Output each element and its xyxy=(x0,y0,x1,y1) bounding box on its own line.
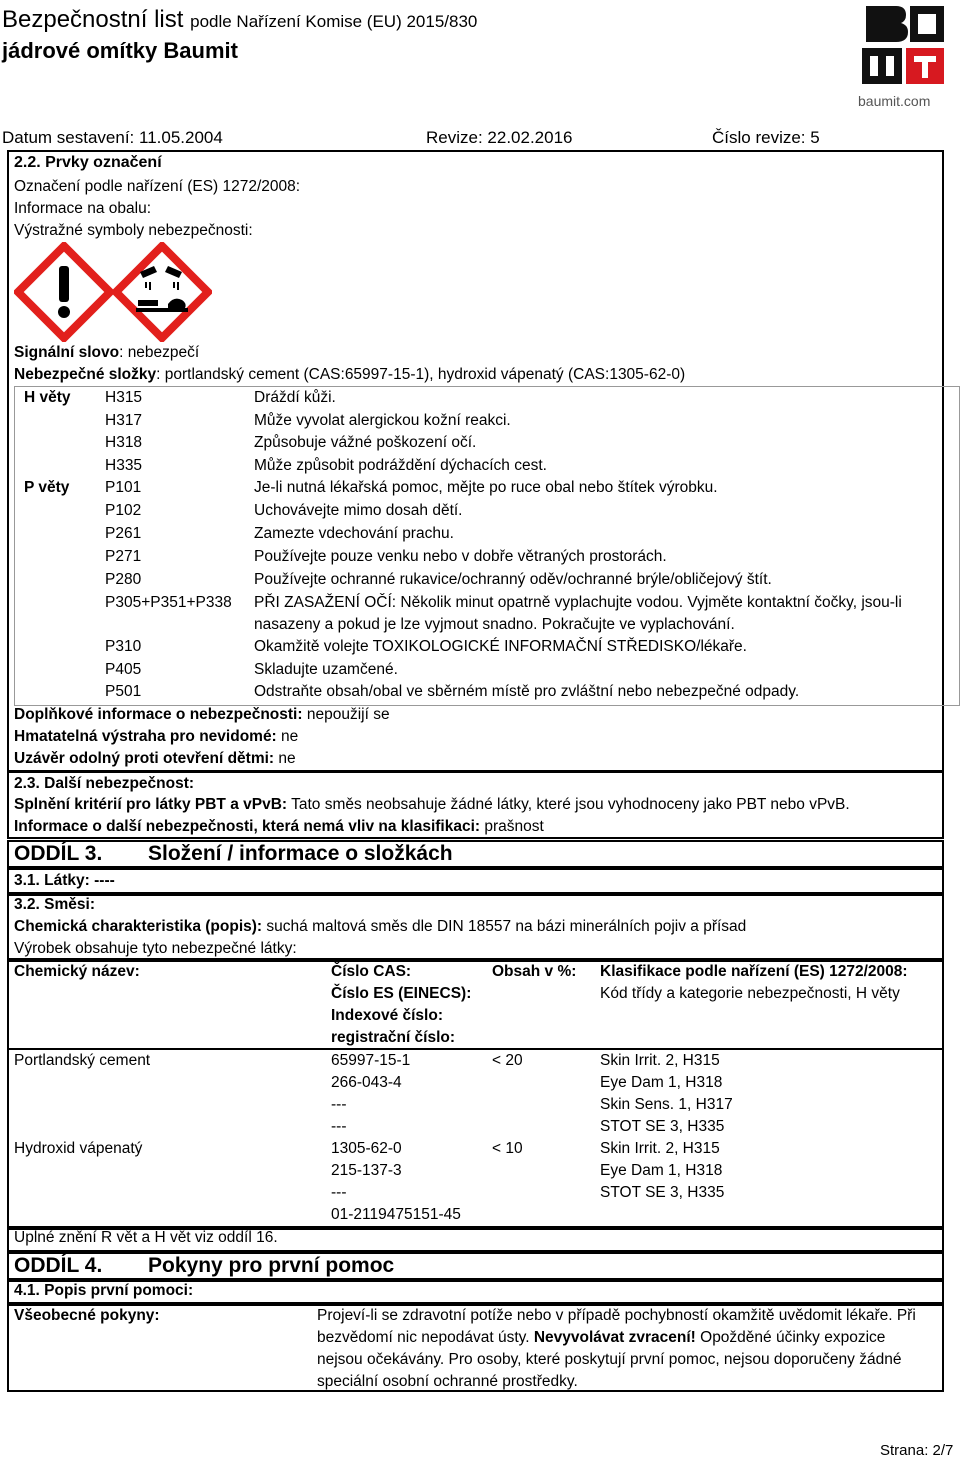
general-advice-line2a: bezvědomí nic nepodávat ústy. xyxy=(317,1329,534,1346)
p-phrase-text: Používejte pouze venku nebo v dobře větraných prostorách. xyxy=(254,548,667,565)
section-3-number: ODDÍL 3. xyxy=(14,842,103,865)
col-identifier-label: registrační číslo: xyxy=(331,1029,456,1046)
components-label: Nebezpečné složky xyxy=(14,366,157,383)
section-2-2-heading: 2.2. Prvky označení xyxy=(14,154,162,171)
p-phrase-code: P102 xyxy=(105,502,142,519)
substance-classification: Skin Irrit. 2, H315 xyxy=(600,1140,720,1157)
substance-identifier: 1305-62-0 xyxy=(331,1140,402,1157)
signal-word xyxy=(14,344,199,362)
child-closure-label: Uzávěr odolný proti otevření dětmi: xyxy=(14,750,275,767)
h-phrase-code: H317 xyxy=(105,412,143,429)
tactile-warning xyxy=(14,728,298,746)
corrosion-icon xyxy=(112,242,212,342)
p-phrase-code: P101 xyxy=(105,479,142,496)
chemical-characteristics xyxy=(14,918,746,936)
section-3-title: Složení / informace o složkách xyxy=(148,842,453,865)
substance-classification: STOT SE 3, H335 xyxy=(600,1118,725,1135)
p-phrase-code: P280 xyxy=(105,571,142,588)
p-phrase-text: Uchovávejte mimo dosah dětí. xyxy=(254,502,463,519)
creation-date: Datum sestavení: 11.05.2004 xyxy=(2,128,223,147)
p-phrase-code: P261 xyxy=(105,525,142,542)
col-classification: Klasifikace podle nařízení (ES) 1272/2008: xyxy=(600,963,908,980)
signal-word-label: Signální slovo xyxy=(14,344,120,361)
revision-date: Revize: 22.02.2016 xyxy=(426,128,573,147)
substance-identifier: 215-137-3 xyxy=(331,1162,402,1179)
packaging-info: Informace na obalu: xyxy=(14,200,152,217)
general-advice-line3: nejsou očekávány. Pro osoby, které poskytují první pomoc, nejsou doporučeny žádné xyxy=(317,1351,902,1368)
exclamation-icon xyxy=(14,242,114,342)
product-name: jádrové omítky Baumit xyxy=(2,38,238,63)
table-divider xyxy=(7,1048,944,1050)
substance-identifier: 65997-15-1 xyxy=(331,1052,411,1069)
p-phrase-code: P305+P351+P338 xyxy=(105,594,232,611)
pbt-value: Tato směs neobsahuje žádné látky, které jsou vyhodnoceny jako PBT nebo vPvB. xyxy=(287,796,850,813)
col-chemical-name: Chemický název: xyxy=(14,963,140,980)
extra-hazard-value: nepoužijí se xyxy=(302,706,390,723)
section-4-number: ODDÍL 4. xyxy=(14,1254,103,1277)
chemical-characteristics-value: suchá maltová směs dle DIN 18557 na bázi minerálních pojiv a přísad xyxy=(262,918,747,935)
substance-identifier: --- xyxy=(331,1184,347,1201)
h-phrase-text: Může způsobit podráždění dýchacích cest. xyxy=(254,457,547,474)
tactile-warning-value: ne xyxy=(276,728,299,745)
general-advice-line1: Projeví-li se zdravotní potíže nebo v případě pochybností okamžitě uvědomit lékaře. Při xyxy=(317,1307,916,1324)
p-phrase-code: P501 xyxy=(105,683,142,700)
hazard-symbols-label: Výstražné symboly nebezpečnosti: xyxy=(14,222,253,239)
page-number: Strana: 2/7 xyxy=(880,1442,954,1459)
p-phrase-text: Zamezte vdechování prachu. xyxy=(254,525,454,542)
general-advice-line2 xyxy=(317,1329,885,1347)
section-3-2: 3.2. Směsi: xyxy=(14,896,95,913)
col-identifier-label: Číslo ES (EINECS): xyxy=(331,985,472,1002)
substance-classification: Skin Irrit. 2, H315 xyxy=(600,1052,720,1069)
section-3-1-box xyxy=(7,868,944,894)
substance-content: < 10 xyxy=(492,1140,523,1157)
contains-hazardous: Výrobek obsahuje tyto nebezpečné látky: xyxy=(14,940,297,957)
col-classification-sub: Kód třídy a kategorie nebezpečnosti, H věty xyxy=(600,985,900,1002)
section-2-3-heading: 2.3. Další nebezpečnost: xyxy=(14,775,195,792)
h-phrase-text: Dráždí kůži. xyxy=(254,389,336,406)
section-3-1: 3.1. Látky: ---- xyxy=(14,872,115,889)
p-phrase-text-continued: nasazeny a pokud je lze vyjmout snadno. Pokračujte ve vyplachování. xyxy=(254,616,735,633)
title-main: Bezpečnostní list xyxy=(2,6,184,33)
substance-classification: Eye Dam 1, H318 xyxy=(600,1162,723,1179)
substance-name: Hydroxid vápenatý xyxy=(14,1140,143,1157)
h-phrase-code: H318 xyxy=(105,434,143,451)
p-phrase-text: PŘI ZASAŽENÍ OČÍ: Několik minut opatrně vyplachujte vodou. Vyjměte kontaktní čočky, jsou-li xyxy=(254,594,902,611)
general-advice-line4: speciální osobní ochranné prostředky. xyxy=(317,1373,578,1390)
section-4-title: Pokyny pro první pomoc xyxy=(148,1254,395,1277)
logo-url: baumit.com xyxy=(858,93,931,109)
h-phrases-label: H věty xyxy=(24,389,71,406)
document-title xyxy=(2,6,477,36)
general-advice-line2c: Opožděné účinky expozice xyxy=(695,1329,886,1346)
h-phrase-text: Způsobuje vážné poškození očí. xyxy=(254,434,477,451)
child-closure-value: ne xyxy=(274,750,296,767)
p-phrase-text: Používejte ochranné rukavice/ochranný oděv/ochranné brýle/obličejový štít. xyxy=(254,571,772,588)
chemical-characteristics-label: Chemická charakteristika (popis): xyxy=(14,918,263,935)
general-advice-label: Všeobecné pokyny: xyxy=(14,1307,160,1324)
substance-identifier: --- xyxy=(331,1096,347,1113)
substance-identifier: 266-043-4 xyxy=(331,1074,402,1091)
substance-name: Portlandský cement xyxy=(14,1052,151,1069)
substance-classification: Skin Sens. 1, H317 xyxy=(600,1096,733,1113)
p-phrase-code: P405 xyxy=(105,661,142,678)
substance-identifier: --- xyxy=(331,1118,347,1135)
substance-classification: Eye Dam 1, H318 xyxy=(600,1074,723,1091)
pbt-label: Splnění kritérií pro látky PBT a vPvB: xyxy=(14,796,288,813)
col-identifier-label: Číslo CAS: xyxy=(331,963,412,980)
substance-content: < 20 xyxy=(492,1052,523,1069)
tactile-warning-label: Hmatatelná výstraha pro nevidomé: xyxy=(14,728,277,745)
other-hazards xyxy=(14,818,544,836)
baumit-logo xyxy=(858,2,948,88)
substance-classification: STOT SE 3, H335 xyxy=(600,1184,725,1201)
hazardous-components xyxy=(14,366,685,384)
substance-identifier: 01-2119475151-45 xyxy=(331,1206,461,1223)
p-phrase-text: Je-li nutná lékařská pomoc, mějte po ruce obal nebo štítek výrobku. xyxy=(254,479,718,496)
pbt-criteria xyxy=(14,796,850,814)
p-phrase-code: P271 xyxy=(105,548,142,565)
p-phrases-label: P věty xyxy=(24,479,70,496)
p-phrase-text: Okamžitě volejte TOXIKOLOGICKÉ INFORMAČNÍ STŘEDISKO/lékaře. xyxy=(254,638,747,655)
col-identifier-label: Indexové číslo: xyxy=(331,1007,443,1024)
general-advice-warning: Nevyvolávat zvracení! xyxy=(533,1329,696,1346)
section-4-1: 4.1. Popis první pomoci: xyxy=(14,1282,194,1299)
h-phrase-code: H315 xyxy=(105,389,143,406)
p-phrase-code: P310 xyxy=(105,638,142,655)
other-hazards-value: prašnost xyxy=(480,818,544,835)
other-hazards-label: Informace o další nebezpečnosti, která nemá vliv na klasifikaci: xyxy=(14,818,481,835)
child-closure xyxy=(14,750,296,768)
h-phrase-code: H335 xyxy=(105,457,143,474)
h-phrase-text: Může vyvolat alergickou kožní reakci. xyxy=(254,412,511,429)
extra-hazard-info xyxy=(14,706,390,724)
col-content: Obsah v %: xyxy=(492,963,577,980)
phrases-grid xyxy=(14,386,960,706)
title-regulation: podle Nařízení Komise (EU) 2015/830 xyxy=(190,12,478,31)
labeling-regulation: Označení podle nařízení (ES) 1272/2008: xyxy=(14,178,301,195)
revision-number: Číslo revize: 5 xyxy=(712,128,820,147)
extra-hazard-label: Doplňkové informace o nebezpečnosti: xyxy=(14,706,303,723)
components-value: : portlandský cement (CAS:65997-15-1), hydroxid vápenatý (CAS:1305-62-0) xyxy=(156,366,686,383)
p-phrase-text: Skladujte uzamčené. xyxy=(254,661,398,678)
footnote: Úplné znění R vět a H vět viz oddíl 16. xyxy=(14,1229,278,1246)
p-phrase-text: Odstraňte obsah/obal ve sběrném místě pro zvláštní nebo nebezpečné odpady. xyxy=(254,683,800,700)
signal-word-value: : nebezpečí xyxy=(119,344,200,361)
